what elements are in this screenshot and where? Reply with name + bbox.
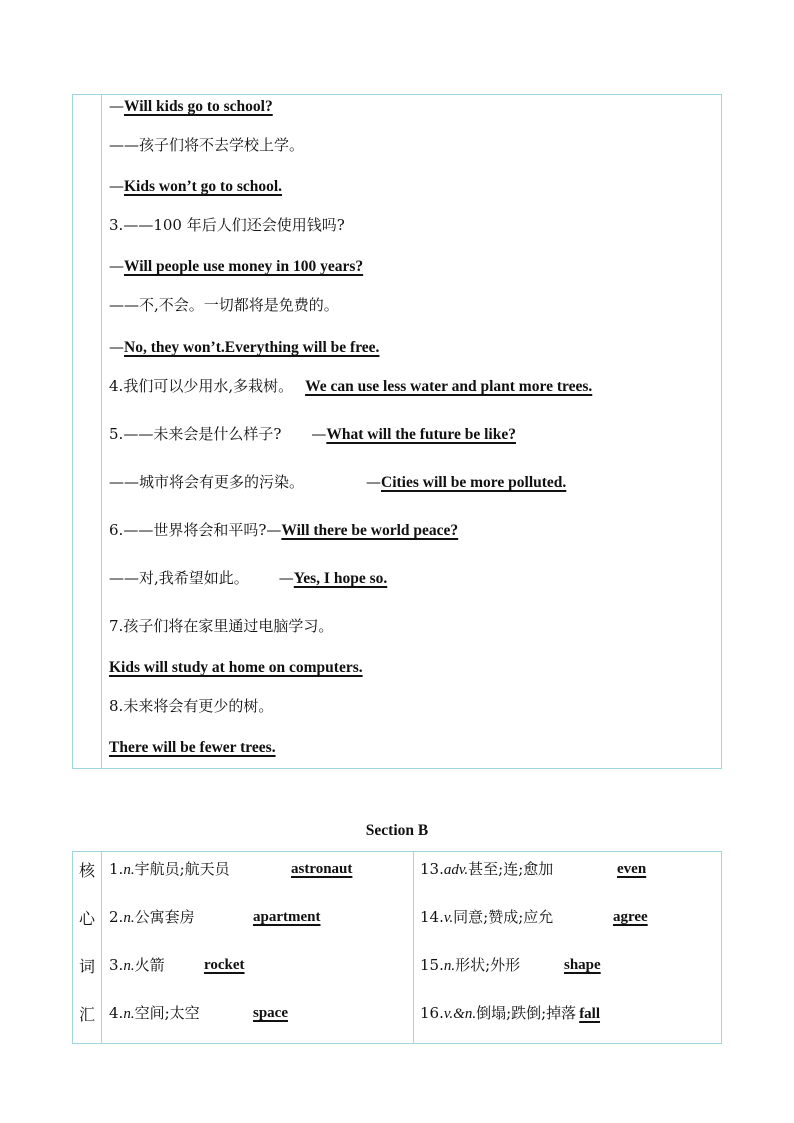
dialogue-line-16	[109, 737, 276, 758]
dialogue-line-11	[109, 520, 458, 541]
answer-text: No, they won’t.Everything will be free.	[124, 339, 380, 356]
answer-text: Will kids go to school?	[124, 98, 273, 115]
dialogue-line-8	[109, 376, 592, 397]
item-number: 16.	[420, 1004, 444, 1022]
vocab-item	[420, 955, 520, 976]
part-of-speech: v.&n.	[443, 1006, 477, 1022]
chinese-text: ——城市将会有更多的污染。	[109, 473, 305, 491]
part-of-speech: adv.	[443, 862, 469, 878]
answer-text: Kids won’t go to school.	[124, 178, 283, 195]
chinese-text: ——未来会是什么样子?	[123, 425, 282, 443]
side-label-2: 心	[78, 909, 95, 928]
vocab-word: agree	[613, 909, 648, 925]
chinese-meaning: 甚至;连;愈加	[468, 860, 554, 878]
chinese-text: ——不,不会。一切都将是免费的。	[109, 296, 339, 314]
vocab-word: shape	[564, 957, 601, 973]
chinese-text: ——世界将会和平吗?	[123, 521, 267, 539]
answer-text: Yes, I hope so.	[293, 570, 388, 587]
item-number: 7.	[109, 617, 124, 635]
vocab-word: astronaut	[291, 861, 353, 877]
item-number: 6.	[109, 521, 124, 539]
vocab-item	[420, 907, 553, 928]
dash: —	[278, 569, 294, 587]
item-number: 13.	[420, 860, 444, 878]
vocab-word: fall	[579, 1006, 601, 1022]
dialogue-line-9	[109, 424, 516, 445]
section-title: Section B	[365, 822, 429, 839]
dash: —	[109, 97, 124, 115]
item-number: 14.	[420, 908, 444, 926]
part-of-speech: v.	[443, 910, 454, 926]
dash: —	[311, 425, 327, 443]
vocab-item	[109, 955, 165, 976]
answer-text: We can use less water and plant more trees.	[305, 378, 593, 395]
vocab-item	[420, 859, 553, 880]
dash: —	[109, 257, 124, 275]
answer-text: There will be fewer trees.	[109, 739, 276, 756]
item-number: 4.	[109, 1004, 124, 1022]
chinese-meaning: 同意;赞成;应允	[453, 908, 554, 926]
dash: —	[366, 473, 382, 491]
chinese-meaning: 空间;太空	[134, 1004, 200, 1022]
part-of-speech: n.	[443, 958, 456, 974]
item-number: 2.	[109, 908, 124, 926]
item-number: 3.	[109, 956, 124, 974]
vocab-item	[109, 907, 195, 928]
dialogue-line-6	[109, 295, 339, 315]
dialogue-line-14	[109, 657, 363, 678]
dialogue-line-10	[109, 472, 566, 493]
side-label-1: 核	[78, 861, 95, 880]
vocab-word: space	[253, 1005, 288, 1021]
chinese-meaning: 倒塌;跌倒;掉落	[476, 1004, 577, 1022]
chinese-text: ——100 年后人们还会使用钱吗?	[123, 216, 345, 234]
dialogue-line-7	[109, 337, 379, 358]
dash: —	[266, 521, 282, 539]
vocab-word: even	[617, 861, 647, 877]
part-of-speech: n.	[123, 958, 135, 974]
chinese-meaning: 宇航员;航天员	[134, 860, 230, 878]
answer-text: Will there be world peace?	[281, 522, 459, 539]
vocab-item	[420, 1003, 600, 1024]
chinese-text: ——孩子们将不去学校上学。	[109, 136, 305, 154]
vocab-item	[109, 859, 230, 880]
dialogue-line-2	[109, 135, 304, 155]
chinese-text: 我们可以少用水,多栽树。	[123, 377, 294, 395]
chinese-text: 孩子们将在家里通过电脑学习。	[123, 617, 334, 635]
answer-text: What will the future be like?	[326, 426, 516, 443]
dialogue-line-4	[109, 215, 345, 235]
vocab-table-divider-middle	[413, 851, 414, 1044]
item-number: 4.	[109, 377, 124, 395]
dash: —	[109, 177, 124, 195]
chinese-meaning: 公寓套房	[134, 908, 195, 926]
side-label-3: 词	[78, 957, 95, 976]
dialogue-line-5	[109, 256, 363, 277]
answer-text: Will people use money in 100 years?	[124, 258, 364, 275]
dialogue-line-12	[109, 568, 387, 589]
chinese-meaning: 形状;外形	[455, 956, 521, 974]
item-number: 15.	[420, 956, 444, 974]
item-number: 5.	[109, 425, 124, 443]
dialogue-line-13	[109, 616, 333, 636]
part-of-speech: n.	[123, 910, 135, 926]
chinese-meaning: 火箭	[134, 956, 165, 974]
vocab-word: rocket	[204, 957, 245, 973]
answer-text: Kids will study at home on computers.	[109, 659, 363, 676]
answer-text: Cities will be more polluted.	[381, 474, 567, 491]
item-number: 3.	[109, 216, 124, 234]
vocab-item	[109, 1003, 200, 1024]
dash: —	[109, 338, 124, 356]
dialogue-line-3	[109, 176, 282, 197]
chinese-text: ——对,我希望如此。	[109, 569, 249, 587]
side-label-4: 汇	[78, 1005, 95, 1024]
chinese-text: 未来将会有更少的树。	[123, 697, 274, 715]
part-of-speech: n.	[123, 862, 135, 878]
item-number: 1.	[109, 860, 124, 878]
vocab-word: apartment	[253, 909, 321, 925]
vocab-table-divider-left	[101, 851, 102, 1044]
dialogue-line-1	[109, 96, 273, 117]
item-number: 8.	[109, 697, 124, 715]
dialogue-line-15	[109, 696, 273, 716]
dialogue-table-divider	[101, 94, 102, 769]
part-of-speech: n.	[123, 1006, 135, 1022]
